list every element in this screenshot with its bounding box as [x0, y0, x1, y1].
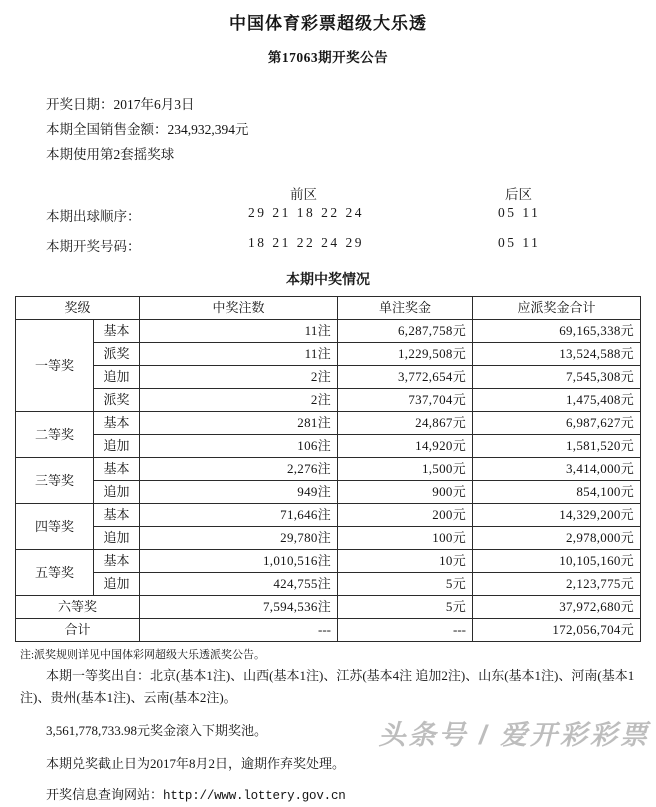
winning-count-cell: 7,594,536注: [140, 596, 338, 619]
prize-breakdown-table: [15, 296, 641, 642]
winning-count-cell: 424,755注: [140, 573, 338, 596]
unit-prize-cell: 900元: [338, 481, 473, 504]
total-prize-cell: 172,056,704元: [473, 619, 641, 642]
prize-section-title: 本期中奖情况: [286, 273, 370, 288]
table-row: [15, 573, 640, 596]
prize-tier-cell: 合计: [15, 619, 139, 642]
total-prize-cell: 1,475,408元: [473, 389, 641, 412]
back-zone-label: 后区: [505, 187, 532, 202]
winning-count-cell: 2注: [140, 366, 338, 389]
zone-headers: [0, 183, 656, 205]
total-prize-cell: 3,414,000元: [473, 458, 641, 481]
table-row: [15, 412, 640, 435]
total-prize-cell: 854,100元: [473, 481, 641, 504]
winning-count-cell: 2,276注: [140, 458, 338, 481]
unit-prize-cell: 100元: [338, 527, 473, 550]
info-website-line: [20, 784, 644, 807]
total-prize-cell: 10,105,160元: [473, 550, 641, 573]
winning-numbers-front: 18 21 22 24 29: [248, 235, 364, 250]
table-header-row: [15, 297, 640, 320]
unit-prize-cell: 1,500元: [338, 458, 473, 481]
table-row: [15, 596, 640, 619]
prize-subtype-cell: 基本: [93, 412, 139, 435]
winning-count-cell: ---: [140, 619, 338, 642]
front-zone-label: 前区: [290, 187, 317, 202]
prize-tier-cell: 一等奖: [15, 320, 93, 412]
table-row: [15, 527, 640, 550]
winning-count-cell: 2注: [140, 389, 338, 412]
table-row: [15, 550, 640, 573]
first-prize-origin-note: 本期一等奖出自：北京(基本1注)、山西(基本1注)、江苏(基本4注 追加2注)、山东(基本1注)、河南(基本1注)、贵州(基本1注)、云南(基本2注)。: [20, 668, 635, 705]
column-header-total-prize: 应派奖金合计: [473, 297, 641, 320]
unit-prize-cell: 6,287,758元: [338, 320, 473, 343]
column-header-count: 中奖注数: [140, 297, 338, 320]
prize-subtype-cell: 基本: [93, 458, 139, 481]
table-row: [15, 343, 640, 366]
watermark: 头条号 / 爱开彩彩票: [378, 720, 650, 750]
ball-order-front-numbers: 29 21 18 22 24: [248, 205, 364, 220]
unit-prize-cell: 737,704元: [338, 389, 473, 412]
table-row: [15, 366, 640, 389]
unit-prize-cell: 200元: [338, 504, 473, 527]
table-row: [15, 320, 640, 343]
table-row: [15, 389, 640, 412]
winning-count-cell: 106注: [140, 435, 338, 458]
unit-prize-cell: 1,229,508元: [338, 343, 473, 366]
payout-rule-note: 注:派奖规则详见中国体彩网超级大乐透派奖公告。: [20, 649, 266, 661]
prize-subtype-cell: 基本: [93, 504, 139, 527]
notes-block: [0, 647, 656, 807]
table-row: [15, 481, 640, 504]
unit-prize-cell: 24,867元: [338, 412, 473, 435]
total-prize-cell: 6,987,627元: [473, 412, 641, 435]
total-prize-cell: 37,972,680元: [473, 596, 641, 619]
winning-count-cell: 1,010,516注: [140, 550, 338, 573]
winning-numbers-back: 05 11: [498, 235, 541, 250]
winning-count-cell: 71,646注: [140, 504, 338, 527]
page-subtitle: 第17063期开奖公告: [267, 50, 389, 65]
info-website-label: 开奖信息查询网站：: [46, 787, 164, 802]
total-prize-cell: 7,545,308元: [473, 366, 641, 389]
unit-prize-cell: 10元: [338, 550, 473, 573]
national-sales-line: 本期全国销售金额：234,932,394元: [46, 122, 249, 137]
unit-prize-cell: 14,920元: [338, 435, 473, 458]
unit-prize-cell: ---: [338, 619, 473, 642]
prize-tier-cell: 四等奖: [15, 504, 93, 550]
prize-tier-cell: 二等奖: [15, 412, 93, 458]
winning-numbers-row: [0, 235, 656, 265]
prize-subtype-cell: 追加: [93, 435, 139, 458]
info-website-url[interactable]: http://www.lottery.gov.cn: [163, 789, 346, 803]
total-prize-cell: 69,165,338元: [473, 320, 641, 343]
prize-tier-cell: 五等奖: [15, 550, 93, 596]
winning-count-cell: 949注: [140, 481, 338, 504]
column-header-tier: 奖级: [15, 297, 139, 320]
table-row: [15, 619, 640, 642]
prize-subtype-cell: 追加: [93, 527, 139, 550]
unit-prize-cell: 5元: [338, 573, 473, 596]
prize-tier-cell: 三等奖: [15, 458, 93, 504]
prize-subtype-cell: 追加: [93, 481, 139, 504]
total-prize-cell: 1,581,520元: [473, 435, 641, 458]
ball-set-line: 本期使用第2套摇奖球: [46, 147, 175, 162]
table-row: [15, 458, 640, 481]
meta-block: [0, 92, 656, 167]
winning-numbers-label: 本期开奖号码：: [46, 239, 141, 254]
ball-order-row: [0, 205, 656, 235]
prize-subtype-cell: 追加: [93, 366, 139, 389]
unit-prize-cell: 3,772,654元: [338, 366, 473, 389]
prize-tier-cell: 六等奖: [15, 596, 139, 619]
prize-subtype-cell: 基本: [93, 320, 139, 343]
draw-date-line: 开奖日期：2017年6月3日: [46, 97, 195, 112]
total-prize-cell: 14,329,200元: [473, 504, 641, 527]
column-header-unit-prize: 单注奖金: [338, 297, 473, 320]
jackpot-rollover-note: 3,561,778,733.98元奖金滚入下期奖池。: [46, 723, 268, 738]
winning-count-cell: 281注: [140, 412, 338, 435]
total-prize-cell: 2,123,775元: [473, 573, 641, 596]
table-row: [15, 435, 640, 458]
prize-subtype-cell: 基本: [93, 550, 139, 573]
ball-order-label: 本期出球顺序：: [46, 209, 141, 224]
total-prize-cell: 13,524,588元: [473, 343, 641, 366]
ball-order-back-numbers: 05 11: [498, 205, 541, 220]
page-title: 中国体育彩票超级大乐透: [229, 14, 427, 33]
winning-count-cell: 11注: [140, 320, 338, 343]
winning-count-cell: 11注: [140, 343, 338, 366]
unit-prize-cell: 5元: [338, 596, 473, 619]
prize-subtype-cell: 追加: [93, 573, 139, 596]
winning-count-cell: 29,780注: [140, 527, 338, 550]
prize-table-body: [15, 320, 640, 642]
prize-subtype-cell: 派奖: [93, 389, 139, 412]
total-prize-cell: 2,978,000元: [473, 527, 641, 550]
table-row: [15, 504, 640, 527]
claim-deadline-note: 本期兑奖截止日为2017年8月2日，逾期作弃奖处理。: [46, 756, 346, 771]
prize-subtype-cell: 派奖: [93, 343, 139, 366]
